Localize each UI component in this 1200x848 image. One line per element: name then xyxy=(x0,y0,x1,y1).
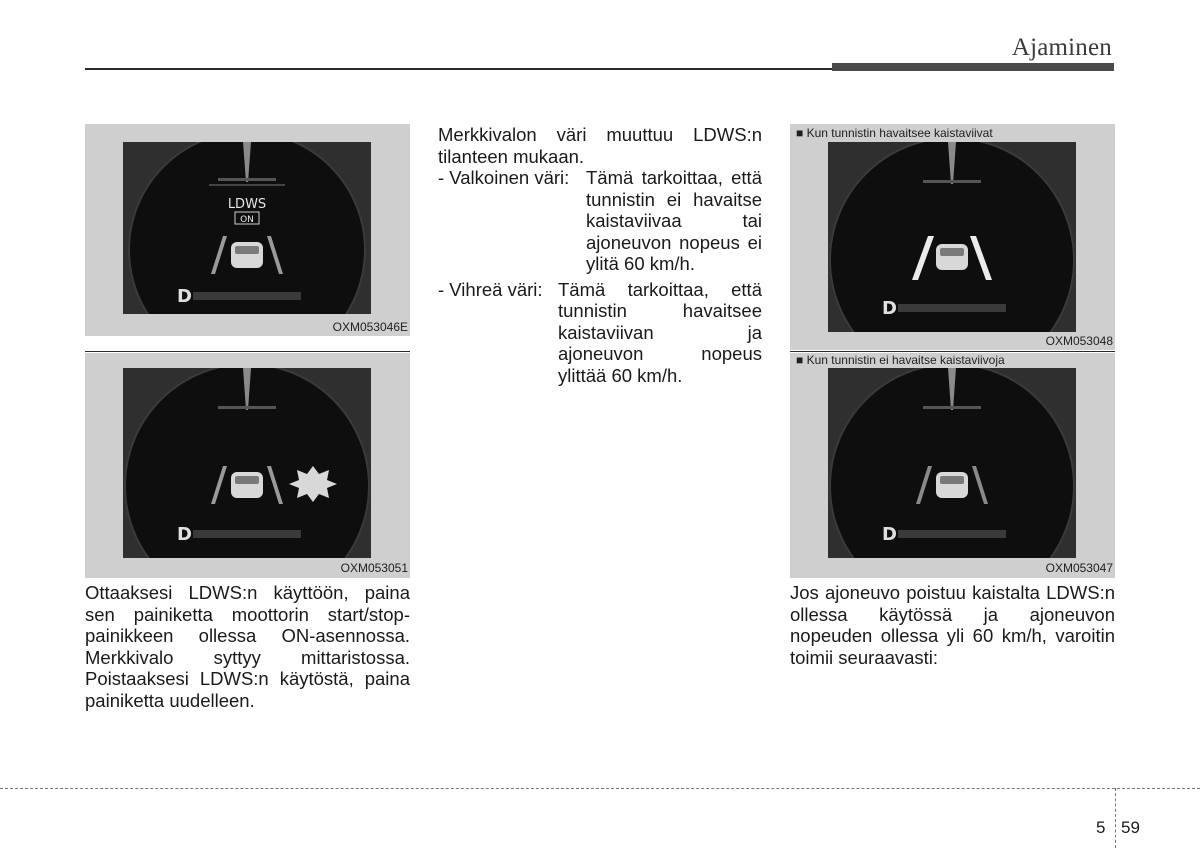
cluster-screen xyxy=(828,142,1076,332)
list-text: Tämä tarkoittaa, että tunnistin havaitsee kaistaviivan ja ajoneuvon nopeus ylittää 60 km/h. xyxy=(558,278,762,386)
list-text: Tämä tarkoittaa, että tunnistin ei havaitse kaistaviivaa tai ajoneuvon nopeus ei ylitä 60 km/h. xyxy=(586,167,762,274)
list-label: - Valkoinen väri: xyxy=(438,167,570,188)
gear-indicator: D xyxy=(882,298,897,319)
cluster-display xyxy=(828,142,1076,332)
header-rule xyxy=(85,68,832,70)
figure-code: OXM053051 xyxy=(340,561,408,575)
left-paragraph: Ottaaksesi LDWS:n käyttöön, paina sen painiketta moottorin start/stop-painikkeen ollessa ON-asennossa. Merkkivalo syttyy mittaristossa. Poistaaksesi LDWS:n käytöstä, paina painiketta uudelleen. xyxy=(85,582,410,711)
footer-rule xyxy=(0,788,1200,789)
section-title: Ajaminen xyxy=(1011,34,1112,61)
figure-code: OXM053047 xyxy=(1045,561,1113,575)
figure-ldws-on xyxy=(85,124,410,336)
gear-indicator: D xyxy=(882,524,897,545)
header-rule-accent xyxy=(832,63,1114,71)
page-number: 59 xyxy=(1121,818,1140,837)
cluster-screen xyxy=(123,368,371,558)
footer-divider xyxy=(1115,788,1116,848)
gear-indicator: D xyxy=(177,286,192,307)
right-paragraph: Jos ajoneuvo poistuu kaistalta LDWS:n ollessa käytössä ja ajoneuvon nopeuden ollessa yli 60 km/h, varoitin toimii seuraavasti: xyxy=(790,582,1115,668)
figure-ldws-warning xyxy=(85,353,410,578)
list-label: - Vihreä väri: xyxy=(438,278,543,300)
middle-column xyxy=(438,124,762,386)
figure-divider xyxy=(790,351,1115,352)
middle-intro: Merkkivalon väri muuttuu LDWS:n tilanteen mukaan. xyxy=(438,124,762,167)
figure-lines-detected xyxy=(790,124,1115,350)
list-item-white xyxy=(438,167,762,275)
figure-code: OXM053048 xyxy=(1045,334,1113,348)
cluster-display xyxy=(123,142,371,314)
cluster-display xyxy=(123,368,371,558)
figure-lines-not-detected xyxy=(790,353,1115,578)
cluster-screen xyxy=(123,142,371,314)
list-item-green xyxy=(438,279,762,387)
ldws-label: LDWS xyxy=(227,197,267,212)
figure-caption: ■ Kun tunnistin havaitsee kaistaviivat xyxy=(796,126,993,140)
gear-indicator: D xyxy=(177,524,192,545)
ldws-state: ON xyxy=(240,215,254,225)
chapter-number: 5 xyxy=(1096,818,1106,837)
figure-caption: ■ Kun tunnistin ei havaitse kaistaviivoja xyxy=(796,353,1005,367)
figure-code: OXM053046E xyxy=(332,320,408,334)
cluster-display xyxy=(828,368,1076,558)
figure-divider xyxy=(85,351,410,352)
cluster-screen xyxy=(828,368,1076,558)
